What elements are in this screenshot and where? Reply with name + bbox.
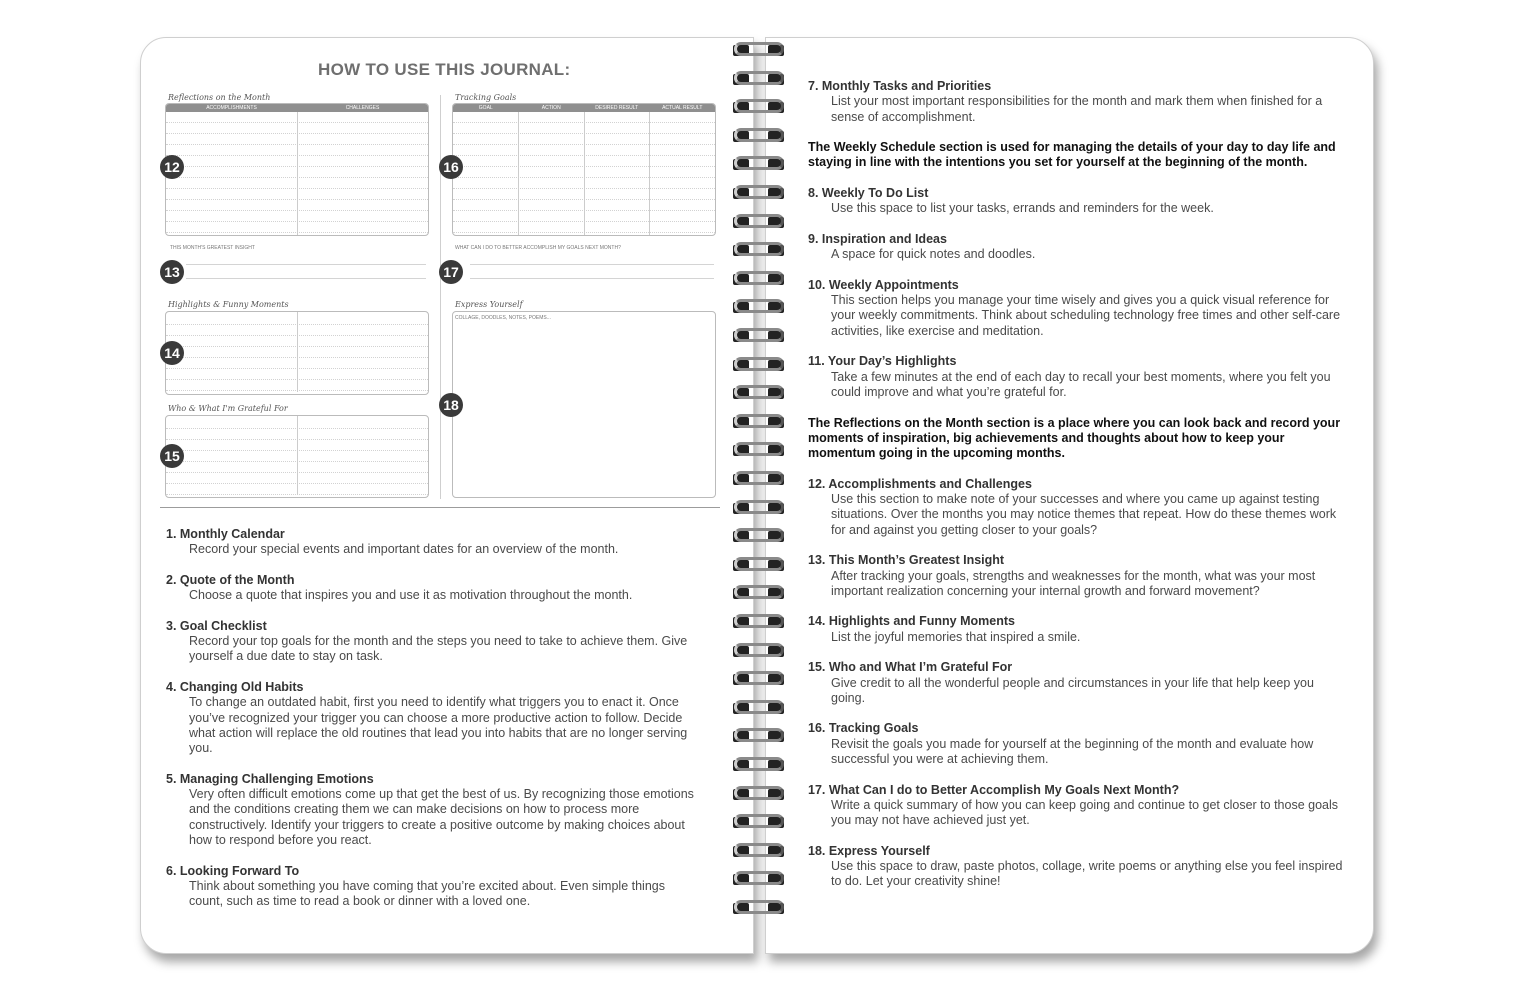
spiral-coil: [730, 698, 788, 720]
list-item: [808, 186, 1348, 217]
item-title: 1. Monthly Calendar: [166, 527, 285, 541]
list-item: [808, 232, 1348, 263]
item-title: 12. Accomplishments and Challenges: [808, 476, 1032, 491]
spiral-coil: [730, 269, 788, 291]
section-divider: [160, 507, 720, 508]
insight-label: THIS MONTH'S GREATEST INSIGHT: [170, 245, 255, 251]
spiral-coil: [730, 212, 788, 234]
spiral-coil: [730, 526, 788, 548]
list-item: [808, 783, 1348, 829]
item-desc: This section helps you manage your time wisely and gives you a quick visual reference for your weekly commitments. Think about scheduling technology free times and other self-care activities, like exercise and meditation.: [831, 293, 1341, 338]
item-title: 4. Changing Old Habits: [166, 679, 304, 694]
item-title: 2. Quote of the Month: [166, 572, 295, 587]
table-lines: [166, 112, 428, 233]
list-item: [166, 527, 696, 558]
item-title: 8. Weekly To Do List: [808, 186, 929, 201]
grateful-label: Who & What I'm Grateful For: [168, 404, 288, 413]
spiral-coil: [730, 726, 788, 748]
express-label: Express Yourself: [455, 300, 523, 309]
item-title: 18. Express Yourself: [808, 843, 930, 858]
spiral-coil: [730, 326, 788, 348]
spiral-coil: [730, 183, 788, 205]
item-desc: List your most important responsibilities for the month and mark them when finished for a sense of accomplishment.: [831, 94, 1323, 124]
list-item: [166, 680, 696, 756]
item-desc: Give credit to all the wonderful people and circumstances in your life that help keep you going.: [831, 675, 1314, 705]
item-title: 14. Highlights and Funny Moments: [808, 614, 1015, 629]
item-desc: A space for quick notes and doodles.: [831, 247, 1036, 262]
column-header: ACTUAL RESULT: [662, 105, 703, 111]
spiral-coil: [730, 669, 788, 691]
tracking-goals-table: [452, 103, 716, 236]
spiral-coil: [730, 583, 788, 605]
item-title: 7. Monthly Tasks and Priorities: [808, 79, 992, 93]
list-item: [808, 354, 1348, 400]
item-desc: List the joyful memories that inspired a smile.: [831, 629, 1081, 644]
express-sublabel: COLLAGE, DOODLES, NOTES, POEMS...: [455, 315, 551, 321]
page-title: HOW TO USE THIS JOURNAL:: [318, 60, 571, 79]
number-badge-15: 15: [160, 444, 184, 468]
list-item: [808, 660, 1348, 706]
item-desc: Use this section to make note of your successes and where you came up against testing situations. Over the months you may notice themes that repeat. How do these themes work for and against you getting closer to your goals?: [831, 492, 1337, 537]
spiral-coil: [730, 154, 788, 176]
reflections-label: Reflections on the Month: [168, 93, 271, 102]
column-header: ACCOMPLISHMENTS: [206, 105, 257, 111]
item-title: 3. Goal Checklist: [166, 618, 267, 633]
item-desc: Choose a quote that inspires you and use it as motivation throughout the month.: [189, 588, 633, 603]
item-desc: Think about something you have coming that you’re excited about. Even simple things count, such as time to read a book or dinner with a loved one.: [189, 878, 665, 909]
spiral-coil: [730, 297, 788, 319]
spiral-coil: [730, 240, 788, 262]
spiral-coil: [730, 126, 788, 148]
spiral-coil: [730, 412, 788, 434]
list-item: [808, 79, 1348, 125]
spiral-coil: [730, 841, 788, 863]
spiral-coil: [730, 869, 788, 891]
spiral-coil: [730, 755, 788, 777]
spiral-coil: [730, 784, 788, 806]
item-desc: Revisit the goals you made for yourself at the beginning of the month and evaluate how successful you were at achieving them.: [831, 736, 1314, 767]
table-lines: [453, 112, 715, 233]
item-title: 17. What Can I do to Better Accomplish My Goals Next Month?: [808, 782, 1180, 797]
list-item: [808, 477, 1348, 538]
number-badge-16: 16: [439, 155, 463, 179]
list-item: [166, 772, 696, 848]
number-badge-13: 13: [160, 260, 184, 284]
left-instructions-list: [166, 527, 696, 925]
write-line: [186, 264, 426, 265]
number-badge-14: 14: [160, 341, 184, 365]
spiral-coil: [730, 812, 788, 834]
spiral-coil: [730, 97, 788, 119]
item-title: 6. Looking Forward To: [166, 863, 300, 878]
spiral-coil: [730, 355, 788, 377]
item-title: 15. Who and What I’m Grateful For: [808, 660, 1013, 675]
spiral-binding: [730, 40, 788, 945]
column-header: GOAL: [478, 105, 493, 111]
item-desc: Take a few minutes at the end of each day to recall your best moments, where you felt you could improve and what you’re grateful for.: [831, 369, 1331, 399]
spiral-coil: [730, 898, 788, 920]
highlights-box: [165, 311, 429, 395]
spiral-coil: [730, 498, 788, 520]
tracking-goals-label: Tracking Goals: [455, 93, 517, 102]
write-line: [470, 264, 714, 265]
item-desc: Write a quick summary of how you can keep going and continue to get closer to those goals you may not have achieved just yet.: [831, 797, 1339, 828]
list-item: [166, 864, 696, 910]
column-header: DESIRED RESULT: [595, 105, 639, 111]
item-desc: Very often difficult emotions come up that get the best of us. By recognizing those emotions and the conditions creating them we can make decisions on how to process more constructively. Identify your triggers to create a positive outcome by making choices about how to respond before you react.: [189, 787, 694, 847]
column-header: ACTION: [541, 105, 561, 111]
list-item: [808, 553, 1348, 599]
column-header: CHALLENGES: [345, 105, 380, 111]
write-line: [470, 278, 714, 279]
column-divider: [440, 95, 441, 499]
spiral-coil: [730, 469, 788, 491]
item-desc: To change an outdated habit, first you need to identify what triggers you to enact it. Once you’ve recognized your trigger you can choose a more productive action to follow. Decide what action will replace the old routines that lead you into habits that are no longer serving you.: [189, 695, 688, 756]
item-desc: After tracking your goals, strengths and weaknesses for the month, what was your most important realization concerning your internal growth and forward movement?: [831, 568, 1316, 598]
list-item: [166, 573, 696, 604]
reflections-table: [165, 103, 429, 236]
list-item: [808, 721, 1348, 767]
spiral-coil: [730, 40, 788, 62]
item-desc: Record your special events and important dates for an overview of the month.: [189, 542, 619, 557]
spiral-coil: [730, 440, 788, 462]
highlights-label: Highlights & Funny Moments: [168, 300, 289, 309]
list-item: [808, 278, 1348, 339]
spiral-coil: [730, 555, 788, 577]
list-item: [166, 619, 696, 665]
express-box: [452, 311, 716, 498]
item-title: 16. Tracking Goals: [808, 721, 919, 736]
reflections-section-intro: The Reflections on the Month section is a place where you can look back and record your moments of inspiration, big achievements and thoughts about how to keep your momentum going in the upcoming months.: [808, 415, 1341, 461]
spiral-coil: [730, 383, 788, 405]
grateful-box: [165, 415, 429, 498]
item-title: 10. Weekly Appointments: [808, 277, 959, 292]
item-desc: Record your top goals for the month and the steps you need to take to achieve them. Give yourself a due date to stay on task.: [189, 634, 688, 664]
spiral-coil: [730, 641, 788, 663]
item-title: 13. This Month’s Greatest Insight: [808, 553, 1005, 568]
item-title: 5. Managing Challenging Emotions: [166, 771, 374, 786]
number-badge-12: 12: [160, 155, 184, 179]
item-title: 9. Inspiration and Ideas: [808, 231, 947, 246]
item-desc: Use this space to list your tasks, errands and reminders for the week.: [831, 201, 1214, 216]
spiral-coil: [730, 612, 788, 634]
list-item: [808, 614, 1348, 645]
write-line: [186, 278, 426, 279]
number-badge-18: 18: [439, 393, 463, 417]
item-desc: Use this space to draw, paste photos, collage, write poems or anything else you feel inspired to do. Let your creativity shine!: [831, 859, 1343, 889]
list-item: [808, 844, 1348, 890]
right-instructions-list: [808, 79, 1348, 905]
weekly-section-intro: The Weekly Schedule section is used for managing the details of your day to day life and staying in line with the intentions you set for yourself at the beginning of the month.: [808, 140, 1336, 170]
item-title: 11. Your Day’s Highlights: [808, 354, 957, 369]
number-badge-17: 17: [439, 260, 463, 284]
spiral-coil: [730, 69, 788, 91]
better-accomplish-label: WHAT CAN I DO TO BETTER ACCOMPLISH MY GOALS NEXT MONTH?: [455, 245, 621, 251]
